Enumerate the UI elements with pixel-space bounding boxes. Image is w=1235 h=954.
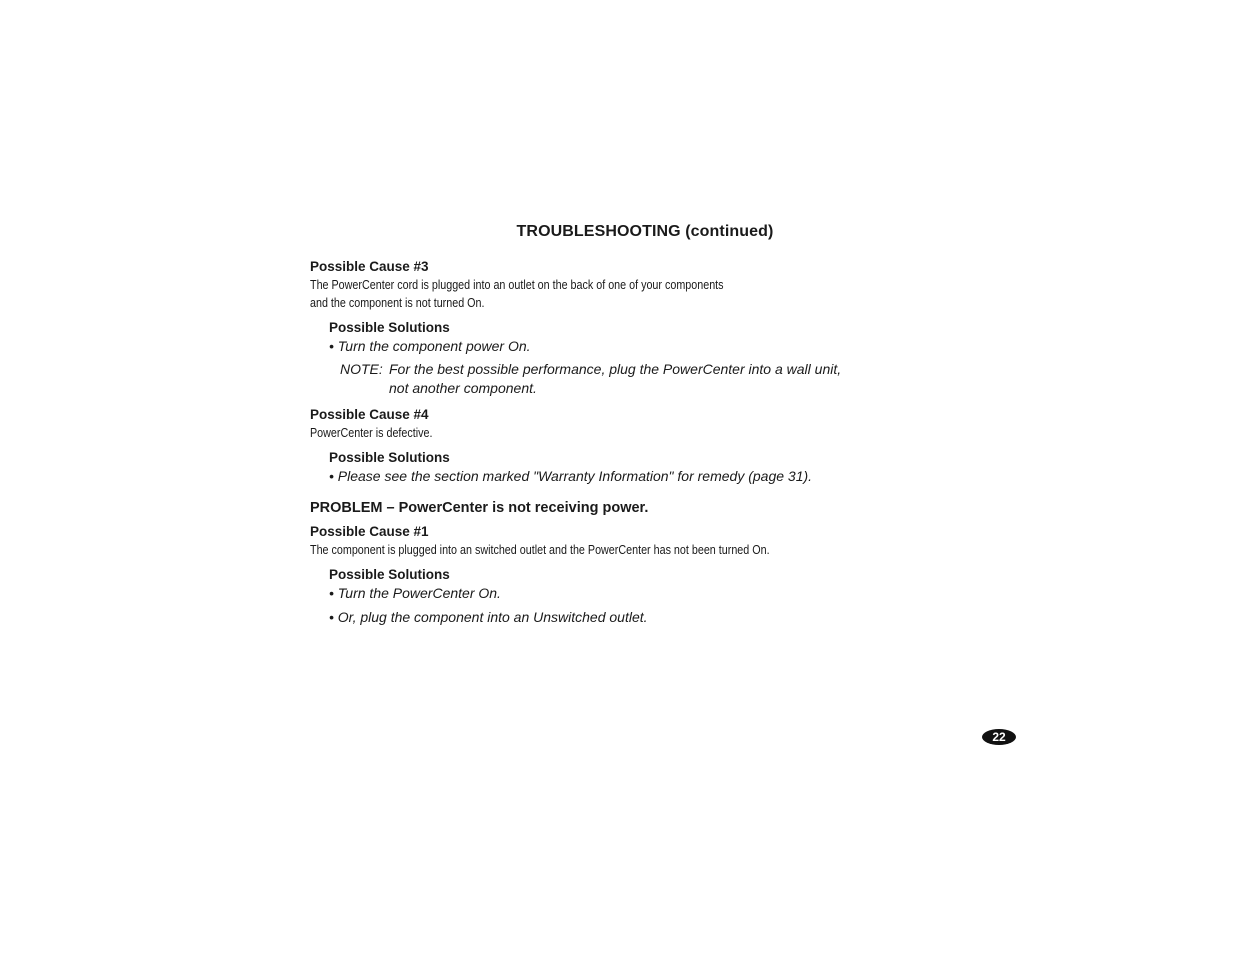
cause-3-heading: Possible Cause #3 <box>310 259 429 274</box>
cause-3-solution-bullet: • Turn the component power On. <box>329 338 531 354</box>
cause-4-heading: Possible Cause #4 <box>310 407 429 422</box>
cause-1-heading: Possible Cause #1 <box>310 524 429 539</box>
note-body <box>389 360 909 398</box>
cause-3-text-line-2: and the component is not turned On. <box>310 296 485 310</box>
problem-heading: PROBLEM – PowerCenter is not receiving power. <box>310 500 649 516</box>
cause-3-note <box>340 360 930 398</box>
note-label: NOTE: <box>340 361 383 377</box>
cause-3-text-line-1: The PowerCenter cord is plugged into an outlet on the back of one of your components <box>310 278 724 292</box>
note-line-1: For the best possible performance, plug the PowerCenter into a wall unit, <box>389 361 842 377</box>
cause-1-solution-bullet-2: • Or, plug the component into an Unswitched outlet. <box>329 609 648 625</box>
cause-4-solutions-heading: Possible Solutions <box>329 450 450 465</box>
cause-3-solutions-heading: Possible Solutions <box>329 320 450 335</box>
cause-4-solution-bullet: • Please see the section marked "Warranty Information" for remedy (page 31). <box>329 468 813 484</box>
cause-1-text: The component is plugged into an switched outlet and the PowerCenter has not been turned On. <box>310 543 770 557</box>
page-number-badge: 22 <box>982 729 1016 745</box>
page-title: TROUBLESHOOTING (continued) <box>516 223 774 240</box>
cause-1-solutions-heading: Possible Solutions <box>329 567 450 582</box>
document-content <box>310 258 930 627</box>
cause-1-solution-bullet-1: • Turn the PowerCenter On. <box>329 585 501 601</box>
cause-4-text: PowerCenter is defective. <box>310 426 433 440</box>
note-line-2: not another component. <box>389 380 537 396</box>
